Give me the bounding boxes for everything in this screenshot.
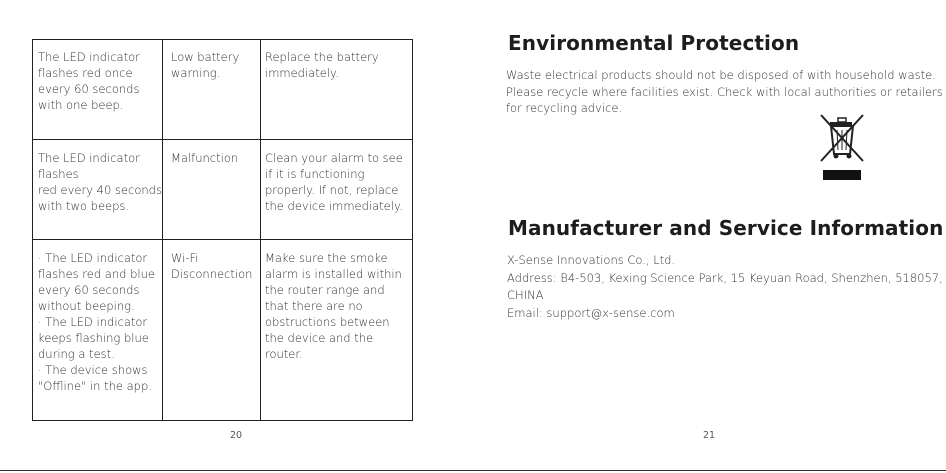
bottom-rule bbox=[0, 470, 946, 471]
table-row bbox=[33, 240, 412, 420]
meaning-cell: Low battery warning. bbox=[163, 40, 261, 139]
table-row bbox=[33, 140, 412, 240]
troubleshooting-table bbox=[32, 39, 413, 421]
page-number-right: 21 bbox=[703, 430, 716, 441]
indication-cell: The LED indicator flashes red every 40 seconds with two beeps. bbox=[33, 140, 163, 239]
environmental-text: Waste electrical products should not be disposed of with household waste. Please recycle where facilities exist. Check with local authorities or retailers for recycling advice. bbox=[506, 68, 943, 115]
meaning-cell: Malfunction bbox=[163, 140, 261, 239]
table-row bbox=[33, 40, 412, 140]
action-cell: Clean your alarm to see if it is functioning properly. If not, replace the device immediately. bbox=[265, 151, 403, 213]
manufacturer-text: X-Sense Innovations Co., Ltd. Address: B4-503, Kexing Science Park, 15 Keyuan Road, Shenzhen, 518057, CHINA Email: support@x-sense.com bbox=[507, 253, 943, 320]
page-number-left: 20 bbox=[230, 430, 243, 441]
crossed-out-wheelie-bin-icon bbox=[816, 112, 868, 182]
manufacturer-heading: Manufacturer and Service Information bbox=[508, 216, 944, 240]
indication-cell: · The LED indicator flashes red and blue every 60 seconds without beeping. · The LED indicator keeps flashing blue during a test. · The device shows "Offline" in the app. bbox=[33, 240, 163, 420]
environmental-protection-heading: Environmental Protection bbox=[508, 31, 800, 55]
indication-cell: The LED indicator flashes red once every 60 seconds with one beep. bbox=[33, 40, 163, 139]
action-cell: Make sure the smoke alarm is installed within the router range and that there are no obstructions between the device and the router. bbox=[265, 251, 402, 361]
meaning-cell: Wi-Fi Disconnection bbox=[163, 240, 261, 420]
action-cell: Replace the battery immediately. bbox=[265, 50, 379, 80]
